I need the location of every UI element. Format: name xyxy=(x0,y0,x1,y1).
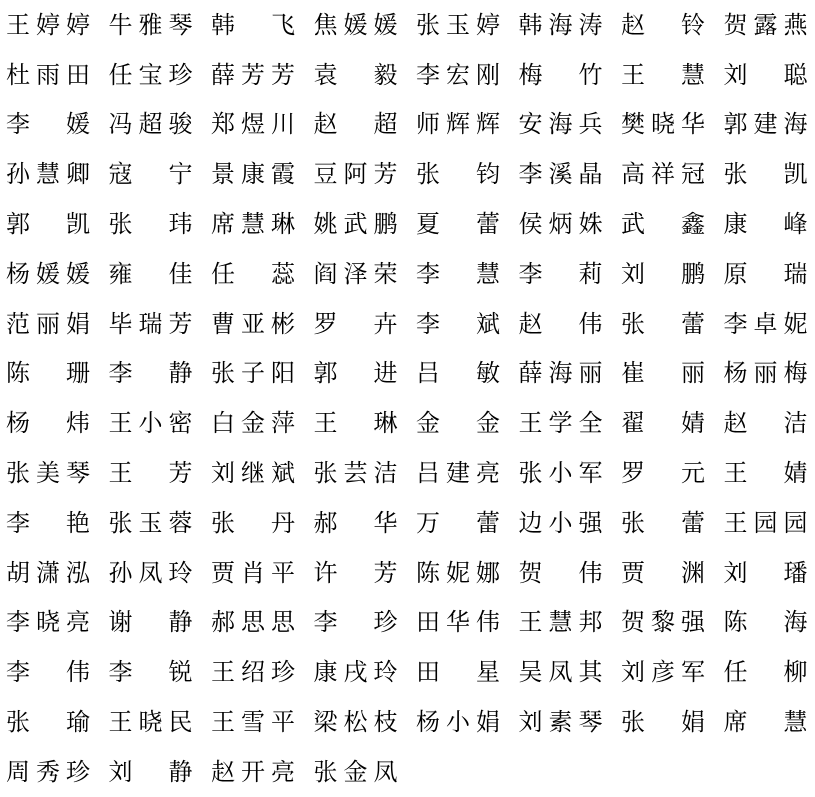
name-cell xyxy=(621,299,724,349)
name-cell xyxy=(621,448,724,498)
person-name: 王慧邦 xyxy=(519,610,603,634)
name-cell xyxy=(109,0,212,50)
person-name: 郝 华 xyxy=(314,511,398,535)
name-cell xyxy=(109,747,212,797)
name-cell xyxy=(519,498,622,548)
person-name: 田 星 xyxy=(416,660,500,684)
name-cell xyxy=(6,647,109,697)
person-name: 张 凯 xyxy=(724,162,808,186)
name-cell xyxy=(6,349,109,399)
name-cell xyxy=(211,349,314,399)
person-name: 白金萍 xyxy=(211,411,295,435)
name-cell xyxy=(109,299,212,349)
person-name: 张 蕾 xyxy=(621,312,705,336)
person-name: 张美琴 xyxy=(6,461,90,485)
name-cell xyxy=(211,647,314,697)
name-cell xyxy=(6,398,109,448)
name-cell xyxy=(621,647,724,697)
name-cell xyxy=(109,498,212,548)
name-cell xyxy=(314,349,417,399)
person-name: 夏 蕾 xyxy=(416,212,500,236)
name-cell xyxy=(724,249,815,299)
name-cell xyxy=(416,548,519,598)
name-cell xyxy=(416,50,519,100)
person-name: 崔 丽 xyxy=(621,361,705,385)
person-name: 李溪晶 xyxy=(519,162,603,186)
name-cell xyxy=(314,747,417,797)
person-name: 姚武鹏 xyxy=(314,212,398,236)
person-name: 张金凤 xyxy=(314,760,398,784)
person-name: 张子阳 xyxy=(211,361,295,385)
person-name: 席慧琳 xyxy=(211,212,295,236)
person-name: 王晓民 xyxy=(109,710,193,734)
person-name: 师辉辉 xyxy=(416,112,500,136)
person-name: 高祥冠 xyxy=(621,162,705,186)
person-name: 杜雨田 xyxy=(6,63,90,87)
name-cell xyxy=(314,598,417,648)
person-name: 张 娟 xyxy=(621,710,705,734)
name-cell xyxy=(621,398,724,448)
name-cell xyxy=(109,149,212,199)
name-cell xyxy=(621,598,724,648)
person-name: 李 斌 xyxy=(416,312,500,336)
name-cell xyxy=(416,0,519,50)
name-list-grid xyxy=(6,0,814,797)
person-name: 罗 元 xyxy=(621,461,705,485)
person-name: 贺黎强 xyxy=(621,610,705,634)
name-cell xyxy=(314,448,417,498)
name-cell xyxy=(109,100,212,150)
name-cell xyxy=(211,199,314,249)
person-name: 李晓亮 xyxy=(6,610,90,634)
name-cell xyxy=(314,100,417,150)
name-cell xyxy=(724,0,815,50)
name-cell xyxy=(416,498,519,548)
name-cell xyxy=(6,50,109,100)
name-cell xyxy=(621,149,724,199)
name-cell xyxy=(519,299,622,349)
name-cell xyxy=(416,697,519,747)
person-name: 张 瑜 xyxy=(6,710,90,734)
name-cell xyxy=(519,448,622,498)
name-cell xyxy=(6,498,109,548)
person-name: 刘 鹏 xyxy=(621,262,705,286)
person-name: 郝思思 xyxy=(211,610,295,634)
name-cell xyxy=(6,0,109,50)
person-name: 李 静 xyxy=(109,361,193,385)
name-cell xyxy=(416,100,519,150)
name-cell xyxy=(519,199,622,249)
person-name: 张芸洁 xyxy=(314,461,398,485)
person-name: 樊晓华 xyxy=(621,112,705,136)
person-name: 阎泽荣 xyxy=(314,262,398,286)
person-name: 王 婧 xyxy=(724,461,808,485)
person-name: 寇 宁 xyxy=(109,162,193,186)
person-name: 豆阿芳 xyxy=(314,162,398,186)
name-cell xyxy=(314,199,417,249)
name-cell xyxy=(416,647,519,697)
name-cell xyxy=(519,349,622,399)
person-name: 韩海涛 xyxy=(519,13,603,37)
person-name: 郭 进 xyxy=(314,361,398,385)
person-name: 边小强 xyxy=(519,511,603,535)
name-cell xyxy=(519,647,622,697)
person-name: 吕建亮 xyxy=(416,461,500,485)
person-name: 郭建海 xyxy=(724,112,808,136)
person-name: 吕 敏 xyxy=(416,361,500,385)
person-name: 康 峰 xyxy=(724,212,808,236)
name-cell xyxy=(109,249,212,299)
person-name: 李卓妮 xyxy=(724,312,808,336)
name-cell xyxy=(621,100,724,150)
person-name: 许 芳 xyxy=(314,561,398,585)
person-name: 张 钧 xyxy=(416,162,500,186)
person-name: 侯炳姝 xyxy=(519,212,603,236)
name-cell xyxy=(314,647,417,697)
name-cell xyxy=(211,598,314,648)
name-cell xyxy=(211,249,314,299)
name-cell xyxy=(314,697,417,747)
name-cell xyxy=(314,548,417,598)
name-cell xyxy=(109,697,212,747)
name-cell xyxy=(724,199,815,249)
person-name: 郑煜川 xyxy=(211,112,295,136)
name-cell xyxy=(211,149,314,199)
name-cell xyxy=(519,0,622,50)
person-name: 张 玮 xyxy=(109,212,193,236)
person-name: 李 艳 xyxy=(6,511,90,535)
name-cell xyxy=(621,349,724,399)
name-cell xyxy=(314,498,417,548)
person-name: 刘 璠 xyxy=(724,561,808,585)
name-cell xyxy=(724,349,815,399)
person-name: 刘继斌 xyxy=(211,461,295,485)
person-name: 李 莉 xyxy=(519,262,603,286)
person-name: 张 丹 xyxy=(211,511,295,535)
person-name: 康戌玲 xyxy=(314,660,398,684)
person-name: 陈 珊 xyxy=(6,361,90,385)
name-cell xyxy=(211,100,314,150)
person-name: 谢 静 xyxy=(109,610,193,634)
person-name: 李 伟 xyxy=(6,660,90,684)
person-name: 王园园 xyxy=(724,511,808,535)
name-cell xyxy=(621,697,724,747)
name-cell xyxy=(6,100,109,150)
name-cell xyxy=(109,199,212,249)
person-name: 刘 聪 xyxy=(724,63,808,87)
name-cell xyxy=(724,448,815,498)
name-cell xyxy=(109,349,212,399)
name-cell xyxy=(109,50,212,100)
person-name: 杨 炜 xyxy=(6,411,90,435)
person-name: 贺露燕 xyxy=(724,13,808,37)
name-cell xyxy=(109,398,212,448)
person-name: 王 慧 xyxy=(621,63,705,87)
person-name: 罗 卉 xyxy=(314,312,398,336)
person-name: 陈妮娜 xyxy=(416,561,500,585)
name-cell xyxy=(519,249,622,299)
name-cell xyxy=(416,349,519,399)
person-name: 袁 毅 xyxy=(314,63,398,87)
name-cell xyxy=(416,149,519,199)
person-name: 贾肖平 xyxy=(211,561,295,585)
person-name: 王 芳 xyxy=(109,461,193,485)
person-name: 王婷婷 xyxy=(6,13,90,37)
person-name: 孙凤玲 xyxy=(109,561,193,585)
name-cell xyxy=(6,199,109,249)
person-name: 吴凤其 xyxy=(519,660,603,684)
person-name: 翟 婧 xyxy=(621,411,705,435)
person-name: 范丽娟 xyxy=(6,312,90,336)
person-name: 李 锐 xyxy=(109,660,193,684)
person-name: 李 慧 xyxy=(416,262,500,286)
person-name: 赵 洁 xyxy=(724,411,808,435)
name-cell xyxy=(211,50,314,100)
name-cell xyxy=(211,0,314,50)
person-name: 原 瑞 xyxy=(724,262,808,286)
name-cell xyxy=(6,299,109,349)
person-name: 王学全 xyxy=(519,411,603,435)
person-name: 任宝珍 xyxy=(109,63,193,87)
name-cell xyxy=(109,548,212,598)
person-name: 焦媛媛 xyxy=(314,13,398,37)
person-name: 毕瑞芳 xyxy=(109,312,193,336)
person-name: 李 珍 xyxy=(314,610,398,634)
name-cell xyxy=(211,697,314,747)
name-cell xyxy=(724,498,815,548)
name-cell xyxy=(724,548,815,598)
name-cell xyxy=(519,697,622,747)
name-cell xyxy=(314,50,417,100)
name-cell xyxy=(314,249,417,299)
name-cell xyxy=(724,299,815,349)
person-name: 王绍珍 xyxy=(211,660,295,684)
name-cell xyxy=(416,448,519,498)
name-cell xyxy=(621,0,724,50)
name-cell xyxy=(109,448,212,498)
name-cell xyxy=(724,149,815,199)
person-name: 赵 铃 xyxy=(621,13,705,37)
name-cell xyxy=(724,647,815,697)
name-cell xyxy=(211,299,314,349)
person-name: 雍 佳 xyxy=(109,262,193,286)
name-cell xyxy=(416,398,519,448)
name-cell xyxy=(6,697,109,747)
name-cell xyxy=(621,50,724,100)
person-name: 任 蕊 xyxy=(211,262,295,286)
person-name: 刘素琴 xyxy=(519,710,603,734)
person-name: 景康霞 xyxy=(211,162,295,186)
person-name: 梁松枝 xyxy=(314,710,398,734)
person-name: 牛雅琴 xyxy=(109,13,193,37)
person-name: 周秀珍 xyxy=(6,760,90,784)
person-name: 安海兵 xyxy=(519,112,603,136)
person-name: 胡潇泓 xyxy=(6,561,90,585)
person-name: 刘 静 xyxy=(109,760,193,784)
name-cell xyxy=(724,398,815,448)
name-cell xyxy=(6,448,109,498)
person-name: 张 蕾 xyxy=(621,511,705,535)
person-name: 席 慧 xyxy=(724,710,808,734)
name-cell xyxy=(519,100,622,150)
person-name: 杨小娟 xyxy=(416,710,500,734)
person-name: 陈 海 xyxy=(724,610,808,634)
person-name: 张玉婷 xyxy=(416,13,500,37)
person-name: 杨媛媛 xyxy=(6,262,90,286)
person-name: 王 琳 xyxy=(314,411,398,435)
person-name: 薛海丽 xyxy=(519,361,603,385)
name-cell xyxy=(6,249,109,299)
name-cell xyxy=(211,398,314,448)
name-cell xyxy=(314,299,417,349)
name-cell xyxy=(519,398,622,448)
name-cell xyxy=(621,249,724,299)
person-name: 杨丽梅 xyxy=(724,361,808,385)
person-name: 田华伟 xyxy=(416,610,500,634)
person-name: 万 蕾 xyxy=(416,511,500,535)
name-cell xyxy=(109,647,212,697)
name-cell xyxy=(416,199,519,249)
name-cell xyxy=(211,448,314,498)
name-cell xyxy=(6,598,109,648)
name-cell xyxy=(416,249,519,299)
person-name: 郭 凯 xyxy=(6,212,90,236)
person-name: 金 金 xyxy=(416,411,500,435)
name-cell xyxy=(6,548,109,598)
person-name: 薛芳芳 xyxy=(211,63,295,87)
name-cell xyxy=(6,149,109,199)
name-cell xyxy=(519,50,622,100)
name-cell xyxy=(211,548,314,598)
name-cell xyxy=(109,598,212,648)
person-name: 孙慧卿 xyxy=(6,162,90,186)
name-cell xyxy=(724,50,815,100)
name-cell xyxy=(211,498,314,548)
person-name: 张玉蓉 xyxy=(109,511,193,535)
name-cell xyxy=(519,149,622,199)
name-cell xyxy=(621,199,724,249)
person-name: 李宏刚 xyxy=(416,63,500,87)
name-cell xyxy=(519,548,622,598)
person-name: 刘彦军 xyxy=(621,660,705,684)
name-cell xyxy=(621,498,724,548)
name-cell xyxy=(724,697,815,747)
person-name: 赵 伟 xyxy=(519,312,603,336)
person-name: 贾 渊 xyxy=(621,561,705,585)
person-name: 任 柳 xyxy=(724,660,808,684)
person-name: 武 鑫 xyxy=(621,212,705,236)
name-cell xyxy=(211,747,314,797)
person-name: 贺 伟 xyxy=(519,561,603,585)
name-cell xyxy=(314,398,417,448)
person-name: 王小密 xyxy=(109,411,193,435)
person-name: 赵开亮 xyxy=(211,760,295,784)
person-name: 韩 飞 xyxy=(211,13,295,37)
name-cell xyxy=(416,299,519,349)
name-cell xyxy=(314,149,417,199)
person-name: 赵 超 xyxy=(314,112,398,136)
name-cell xyxy=(6,747,109,797)
name-cell xyxy=(314,0,417,50)
name-cell xyxy=(621,548,724,598)
person-name: 梅 竹 xyxy=(519,63,603,87)
person-name: 曹亚彬 xyxy=(211,312,295,336)
name-cell xyxy=(519,598,622,648)
name-cell xyxy=(724,598,815,648)
name-cell xyxy=(724,100,815,150)
name-cell xyxy=(416,598,519,648)
person-name: 张小军 xyxy=(519,461,603,485)
person-name: 冯超骏 xyxy=(109,112,193,136)
person-name: 李 媛 xyxy=(6,112,90,136)
person-name: 王雪平 xyxy=(211,710,295,734)
